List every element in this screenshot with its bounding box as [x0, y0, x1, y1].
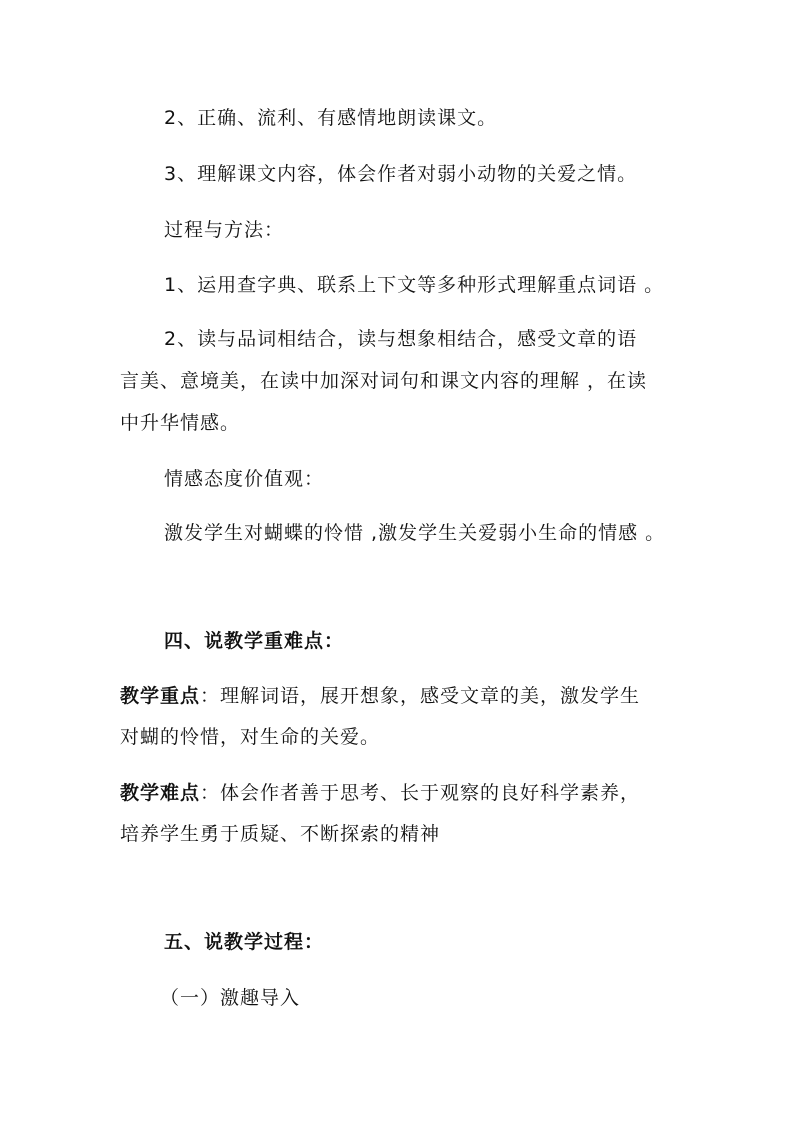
difficult-point-text: ：体会作者善于思考、长于观察的良好科学素养，: [200, 782, 641, 804]
objective-item-2: 2、正确、流利、有感情地朗读课文。: [164, 107, 498, 129]
objective-item-3: 3、理解课文内容，体会作者对弱小动物的关爱之情。: [164, 163, 638, 185]
process-item-2-line-3: 中升华情感。: [120, 412, 241, 434]
process-item-2-line-2: 言美、意境美，在读中加深对词句和课文内容的理解 ，在读: [120, 370, 648, 392]
process-heading: 过程与方法：: [164, 219, 285, 241]
difficult-point-line-1: [120, 781, 640, 805]
process-item-1: 1、运用查字典、联系上下文等多种形式理解重点词语 。: [164, 274, 665, 296]
emotion-heading: 情感态度价值观：: [164, 468, 325, 490]
section-4-heading: 四、说教学重难点：: [164, 630, 345, 652]
key-point-line-2: 对蝴的怜惜，对生命的关爱。: [120, 726, 381, 748]
process-item-2-line-1: 2、读与品词相结合，读与想象相结合，感受文章的语: [164, 328, 638, 350]
section-5-heading: 五、说教学过程：: [164, 931, 325, 953]
difficult-point-line-2: 培养学生勇于质疑、不断探索的精神: [120, 823, 441, 845]
key-point-label: 教学重点: [120, 685, 201, 707]
difficult-point-label: 教学难点: [120, 782, 201, 804]
key-point-line-1: [120, 684, 640, 708]
key-point-text: ：理解词语，展开想象，感受文章的美，激发学生: [200, 685, 641, 707]
section-5-sub-1: （一）激趣导入: [160, 987, 301, 1009]
emotion-item: 激发学生对蝴蝶的怜惜 ,激发学生关爱弱小生命的情感 。: [164, 522, 666, 544]
